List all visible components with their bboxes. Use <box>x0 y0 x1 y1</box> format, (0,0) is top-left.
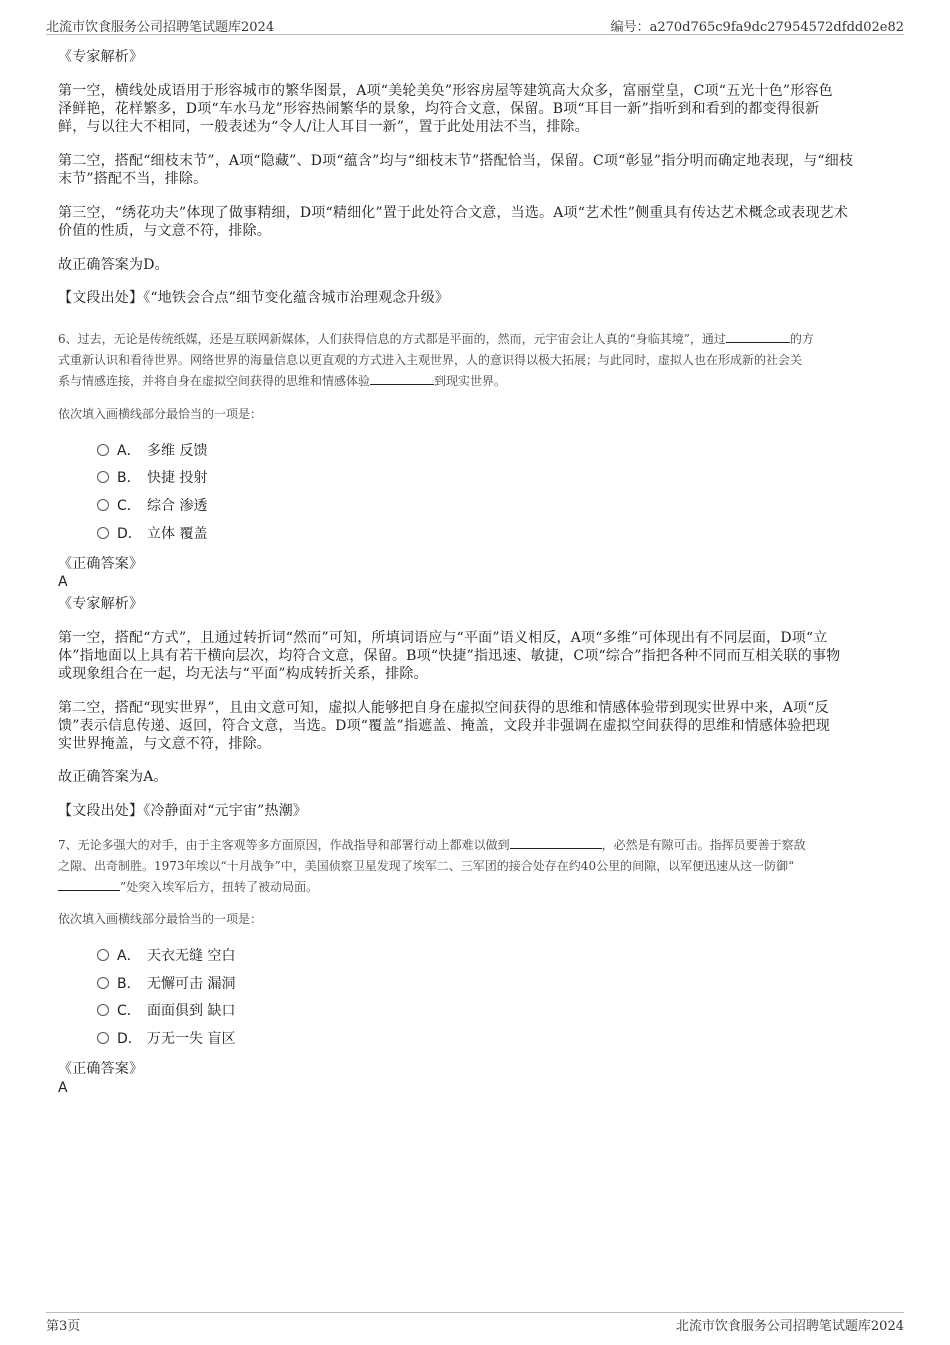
q6-answer-label: 《正确答案》 <box>58 556 144 572</box>
page-header <box>46 14 904 35</box>
prev-analysis-label: 《专家解析》 <box>58 49 144 65</box>
q6-analysis-p2 <box>58 699 894 753</box>
fill-blank <box>510 847 602 849</box>
text-line: 馈”表示信息传递、返回，符合文意，当选。D项“覆盖”指遮盖、掩盖，文段并非强调在虚拟空间获得的思维和情感体验把现 <box>58 718 830 734</box>
text-line: 第二空，搭配“现实世界”，且由文意可知，虚拟人能够把自身在虚拟空间获得的思维和情感体验带到现实世界中来，A项“反 <box>58 700 829 716</box>
q6-answer: A <box>58 574 68 590</box>
text-line: 第一空，搭配“方式”，且通过转折词“然而”可知，所填词语应与“平面”语义相反，A项“多维”可体现出有不同层面，D项“立 <box>58 630 828 646</box>
q6-option-c[interactable]: C． 综合 渗透 <box>97 496 207 516</box>
text-line: 系与情感连接，并将自身在虚拟空间获得的思维和情感体验 到现实世界。 <box>58 374 507 388</box>
prev-analysis-p1 <box>58 82 894 136</box>
radio-icon[interactable] <box>97 499 109 511</box>
q6-source: 【文段出处】《冷静面对“元宇宙”热潮》 <box>58 803 308 819</box>
text-line: 第三空，“绣花功夫”体现了做事精细，D项“精细化”置于此处符合文意，当选。A项“艺术性”侧重具有传达艺术概念或表现艺术 <box>58 205 849 221</box>
q6-analysis-label: 《专家解析》 <box>58 596 144 612</box>
prev-analysis-p3 <box>58 204 894 240</box>
text-line: 式重新认识和看待世界。网络世界的海量信息以更直观的方式进入主观世界，人的意识得以极大拓展；与此同时，虚拟人也在形成新的社会关 <box>58 353 803 367</box>
header-doc-id: 编号：a270d765c9fa9dc27954572dfdd02e82 <box>610 20 904 35</box>
radio-icon[interactable] <box>97 527 109 539</box>
q7-answer-label: 《正确答案》 <box>58 1061 144 1077</box>
q7-option-d[interactable]: D． 万无一失 盲区 <box>97 1029 235 1049</box>
page-footer <box>46 1312 904 1335</box>
footer-title: 北流市饮食服务公司招聘笔试题库2024 <box>675 1319 904 1334</box>
q6-option-d[interactable]: D． 立体 覆盖 <box>97 524 207 544</box>
radio-icon[interactable] <box>97 444 109 456</box>
q7-option-b[interactable]: B． 无懈可击 漏洞 <box>97 974 235 994</box>
radio-icon[interactable] <box>97 1032 109 1044</box>
fill-blank <box>726 341 790 343</box>
radio-icon[interactable] <box>97 949 109 961</box>
q7-stem <box>58 835 894 898</box>
prev-source: 【文段出处】《“地铁会合点”细节变化蕴含城市治理观念升级》 <box>58 290 450 306</box>
page-number: 第3页 <box>46 1319 81 1334</box>
text-line: 第一空，横线处成语用于形容城市的繁华图景，A项“美轮美奂”形容房屋等建筑高大众多，富丽堂皇，C项“五光十色”形容色 <box>58 83 833 99</box>
q7-option-a[interactable]: A． 天衣无缝 空白 <box>97 946 235 966</box>
text-line: 或现象组合在一起，均无法与“平面”构成转折关系，排除。 <box>58 666 428 682</box>
text-line: 泽鲜艳，花样繁多，D项“车水马龙”形容热闹繁华的景象，均符合文意，保留。B项“耳目一新”指听到和看到的都变得很新 <box>58 101 820 117</box>
q6-analysis-p1 <box>58 629 894 683</box>
text-line: 鲜，与以往大不相同，一般表述为“令人/让人耳目一新”，置于此处用法不当，排除。 <box>58 119 589 135</box>
q7-prompt: 依次填入画横线部分最恰当的一项是： <box>58 912 263 926</box>
text-line: 体”指地面以上具有若干横向层次，均符合文意，保留。B项“快捷”指迅速、敏捷，C项“综合”指把各种不同而互相关联的事物 <box>58 648 841 664</box>
q6-option-b[interactable]: B． 快捷 投射 <box>97 468 207 488</box>
text-line: 实世界掩盖，与文意不符，排除。 <box>58 736 271 752</box>
prev-conclusion: 故正确答案为D。 <box>58 257 169 273</box>
q6-option-a[interactable]: A． 多维 反馈 <box>97 441 207 461</box>
fill-blank <box>58 889 120 891</box>
header-title: 北流市饮食服务公司招聘笔试题库2024 <box>46 20 275 35</box>
radio-icon[interactable] <box>97 471 109 483</box>
radio-icon[interactable] <box>97 1004 109 1016</box>
q7-answer: A <box>58 1080 68 1096</box>
text-line: 第二空，搭配“细枝末节”，A项“隐藏”、D项“蕴含”均与“细枝末节”搭配恰当，保留。C项“彰显”指分明而确定地表现，与“细枝 <box>58 153 854 169</box>
q6-stem <box>58 329 894 392</box>
text-line: 6、过去，无论是传统纸媒，还是互联网新媒体，人们获得信息的方式都是平面的，然而，元宇宙会让人真的“身临其境”，通过 的方 <box>58 332 814 346</box>
text-line: 之隙、出奇制胜。1973年埃以“十月战争”中，美国侦察卫星发现了埃军二、三军团的接合处存在约40公里的间隙，以军便迅速从这一防御“ <box>58 859 795 873</box>
q6-conclusion: 故正确答案为A。 <box>58 769 168 785</box>
text-line: 价值的性质，与文意不符，排除。 <box>58 223 271 239</box>
text-line: 末节”搭配不当，排除。 <box>58 171 208 187</box>
text-line: ”处突入埃军后方，扭转了被动局面。 <box>58 877 894 898</box>
prev-analysis-p2 <box>58 152 894 188</box>
q6-prompt: 依次填入画横线部分最恰当的一项是： <box>58 407 263 421</box>
text-line: 7、无论多强大的对手，由于主客观等多方面原因，作战指导和部署行动上都难以做到 ，必然是有隙可击。指挥员要善于察敌 <box>58 838 806 852</box>
fill-blank <box>370 383 434 385</box>
radio-icon[interactable] <box>97 977 109 989</box>
q7-option-c[interactable]: C． 面面俱到 缺口 <box>97 1001 235 1021</box>
